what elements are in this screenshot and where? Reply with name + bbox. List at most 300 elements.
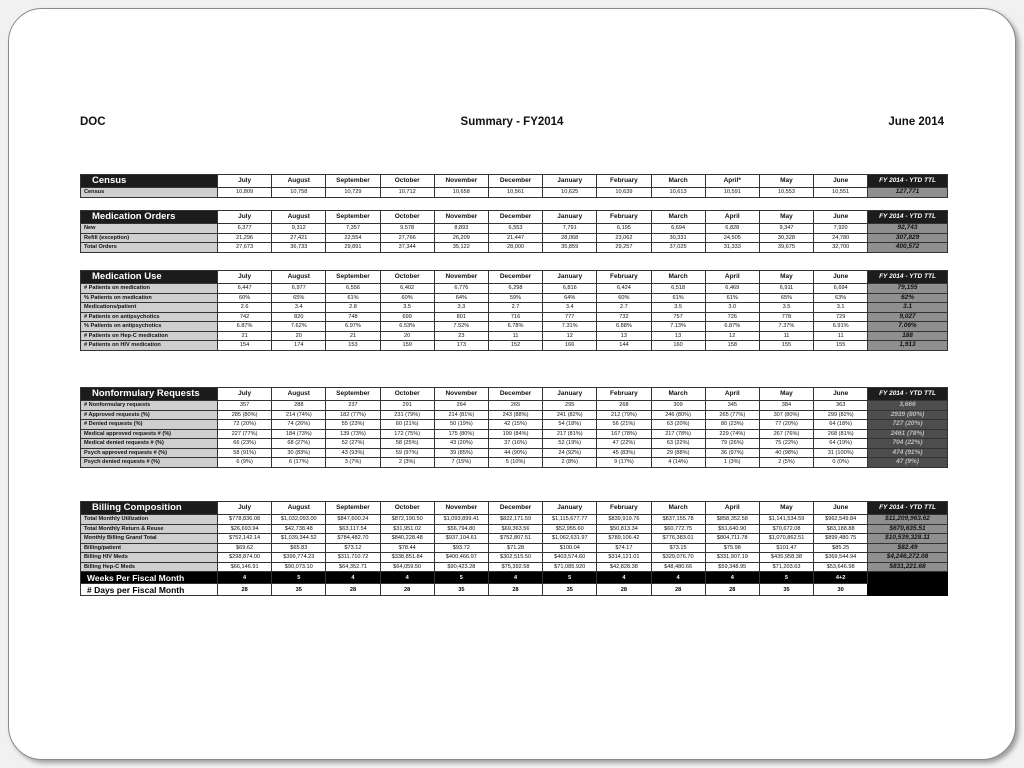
row-label: Billing HIV Meds bbox=[81, 553, 218, 563]
data-cell: 742 bbox=[218, 312, 272, 322]
data-cell: 60 (21%) bbox=[380, 420, 434, 430]
data-cell: $1,062,631.97 bbox=[543, 534, 597, 544]
data-cell: $822,171.59 bbox=[488, 515, 542, 525]
ytd-header: FY 2014 - YTD TTL bbox=[868, 502, 948, 515]
data-cell: 6,298 bbox=[488, 284, 542, 294]
row-label: # Nonformulary requests bbox=[81, 401, 218, 411]
data-cell: $752,807.51 bbox=[488, 534, 542, 544]
data-cell: 61% bbox=[651, 293, 705, 303]
data-cell: $1,141,534.59 bbox=[759, 515, 813, 525]
data-cell: 21,296 bbox=[218, 233, 272, 243]
data-cell: 63 (22%) bbox=[651, 439, 705, 449]
data-cell: $899,480.75 bbox=[814, 534, 868, 544]
data-cell: $400,466.97 bbox=[434, 553, 488, 563]
data-cell: $399,774.23 bbox=[272, 553, 326, 563]
data-cell: $403,574.60 bbox=[543, 553, 597, 563]
data-cell: 3.4 bbox=[543, 303, 597, 313]
data-cell: $42,738.48 bbox=[272, 524, 326, 534]
data-cell: 6.97% bbox=[326, 322, 380, 332]
data-cell: 21 bbox=[218, 331, 272, 341]
days-cell: 35 bbox=[434, 584, 488, 596]
section-header-row bbox=[81, 502, 948, 515]
data-cell: 80 (23%) bbox=[705, 420, 759, 430]
weeks-label: Weeks Per Fiscal Month bbox=[81, 572, 218, 584]
ytd-total-cell: 474 (91%) bbox=[868, 448, 948, 458]
row-label: Medical approved requests # (%) bbox=[81, 429, 218, 439]
table-row bbox=[81, 341, 948, 351]
data-cell: 6.88% bbox=[597, 322, 651, 332]
weeks-cell: 4 bbox=[488, 572, 542, 584]
data-cell: $74.17 bbox=[597, 543, 651, 553]
data-cell: 7,791 bbox=[543, 224, 597, 234]
header-title: Summary - FY2014 bbox=[460, 116, 564, 128]
data-cell: 3.4 bbox=[272, 303, 326, 313]
data-cell: $872,190.50 bbox=[380, 515, 434, 525]
data-cell: 28,000 bbox=[488, 243, 542, 253]
data-cell: 74 (26%) bbox=[272, 420, 326, 430]
month-header: November bbox=[434, 502, 488, 515]
data-cell: 6.78% bbox=[488, 322, 542, 332]
data-cell: 26,209 bbox=[434, 233, 488, 243]
data-cell: $937,104.61 bbox=[434, 534, 488, 544]
table-row bbox=[81, 458, 948, 468]
data-cell: 732 bbox=[597, 312, 651, 322]
data-cell: 212 (79%) bbox=[597, 410, 651, 420]
data-cell: 13 bbox=[651, 331, 705, 341]
row-label: % Patients on medication bbox=[81, 293, 218, 303]
days-cell: 28 bbox=[218, 584, 272, 596]
month-header: November bbox=[434, 271, 488, 284]
section-header-row bbox=[81, 175, 948, 188]
data-cell: 6,694 bbox=[651, 224, 705, 234]
data-cell: 154 bbox=[218, 341, 272, 351]
table-row bbox=[81, 331, 948, 341]
data-cell: 39 (85%) bbox=[434, 448, 488, 458]
data-cell: 5 (10%) bbox=[488, 458, 542, 468]
row-label: New bbox=[81, 224, 218, 234]
data-cell: 6,553 bbox=[488, 224, 542, 234]
data-cell: 182 (77%) bbox=[326, 410, 380, 420]
data-cell: 42 (15%) bbox=[488, 420, 542, 430]
data-cell: 3.0 bbox=[705, 303, 759, 313]
data-cell: 3.5 bbox=[380, 303, 434, 313]
data-cell: 7.31% bbox=[543, 322, 597, 332]
data-cell: 58 (91%) bbox=[218, 448, 272, 458]
ytd-total-cell: 3,666 bbox=[868, 401, 948, 411]
data-cell: 167 (78%) bbox=[597, 429, 651, 439]
data-cell: $83,188.88 bbox=[814, 524, 868, 534]
weeks-cell: 4 bbox=[651, 572, 705, 584]
month-header: December bbox=[488, 502, 542, 515]
month-header: January bbox=[543, 175, 597, 188]
data-cell: 363 bbox=[814, 401, 868, 411]
row-label: # Patients on antipsychotics bbox=[81, 312, 218, 322]
data-cell: $858,352.58 bbox=[705, 515, 759, 525]
data-cell: $435,958.38 bbox=[759, 553, 813, 563]
data-cell: 7 (15%) bbox=[434, 458, 488, 468]
month-header: March bbox=[651, 502, 705, 515]
data-cell: 152 bbox=[488, 341, 542, 351]
data-cell: 199 (84%) bbox=[488, 429, 542, 439]
data-cell: 4 (14%) bbox=[651, 458, 705, 468]
month-header: February bbox=[597, 502, 651, 515]
data-cell: 6,469 bbox=[705, 284, 759, 294]
data-cell: 30,328 bbox=[759, 233, 813, 243]
data-cell: $776,383.01 bbox=[651, 534, 705, 544]
month-header: October bbox=[380, 388, 434, 401]
data-cell: 75 (22%) bbox=[759, 439, 813, 449]
table-row bbox=[81, 233, 948, 243]
data-cell: 2.6 bbox=[218, 303, 272, 313]
data-cell: $338,851.84 bbox=[380, 553, 434, 563]
data-cell: 10,613 bbox=[651, 188, 705, 198]
data-cell: 3.3 bbox=[434, 303, 488, 313]
data-cell: 6,518 bbox=[651, 284, 705, 294]
data-cell: 7,920 bbox=[814, 224, 868, 234]
data-cell: 265 bbox=[488, 401, 542, 411]
data-cell: 237 bbox=[326, 401, 380, 411]
data-cell: 6.87% bbox=[705, 322, 759, 332]
days-cell: 35 bbox=[272, 584, 326, 596]
data-cell: $64,059.50 bbox=[380, 562, 434, 572]
data-cell: 268 (81%) bbox=[814, 429, 868, 439]
data-cell: 21,447 bbox=[488, 233, 542, 243]
ytd-total-cell: $831,221.68 bbox=[868, 562, 948, 572]
table-row bbox=[81, 322, 948, 332]
data-cell: 52 (27%) bbox=[326, 439, 380, 449]
data-cell: 37 (16%) bbox=[488, 439, 542, 449]
data-cell: 241 (82%) bbox=[543, 410, 597, 420]
month-header: July bbox=[218, 271, 272, 284]
data-cell: 59 (97%) bbox=[380, 448, 434, 458]
month-header: February bbox=[597, 211, 651, 224]
month-header: January bbox=[543, 211, 597, 224]
data-cell: 801 bbox=[434, 312, 488, 322]
data-cell: $752,142.14 bbox=[218, 534, 272, 544]
data-cell: 10,658 bbox=[434, 188, 488, 198]
days-cell: 28 bbox=[326, 584, 380, 596]
data-cell: $329,076.70 bbox=[651, 553, 705, 563]
ytd-total-cell: 47 (9%) bbox=[868, 458, 948, 468]
month-header: March bbox=[651, 388, 705, 401]
weeks-cell: 5 bbox=[272, 572, 326, 584]
data-cell: 10,625 bbox=[543, 188, 597, 198]
data-cell: 52 (19%) bbox=[543, 439, 597, 449]
data-cell: $101.47 bbox=[759, 543, 813, 553]
data-cell: $60,772.75 bbox=[651, 524, 705, 534]
data-cell: $42,828.38 bbox=[597, 562, 651, 572]
month-header: July bbox=[218, 175, 272, 188]
section-header-row bbox=[81, 211, 948, 224]
data-cell: 7.37% bbox=[759, 322, 813, 332]
table-row bbox=[81, 448, 948, 458]
data-cell: 11 bbox=[814, 331, 868, 341]
month-header: August bbox=[272, 175, 326, 188]
month-header: August bbox=[272, 388, 326, 401]
data-cell: 63 (20%) bbox=[651, 420, 705, 430]
data-cell: 11 bbox=[759, 331, 813, 341]
table-row bbox=[81, 543, 948, 553]
data-cell: 726 bbox=[705, 312, 759, 322]
data-cell: 21 bbox=[326, 331, 380, 341]
data-cell: 68 (27%) bbox=[272, 439, 326, 449]
ytd-total-cell: $11,209,963.62 bbox=[868, 515, 948, 525]
data-cell: $73.15 bbox=[651, 543, 705, 553]
data-cell: 716 bbox=[488, 312, 542, 322]
days-label: # Days per Fiscal Month bbox=[81, 584, 218, 596]
data-cell: 12 bbox=[705, 331, 759, 341]
data-cell: 159 bbox=[380, 341, 434, 351]
data-cell: 214 (74%) bbox=[272, 410, 326, 420]
weeks-cell: 4 bbox=[326, 572, 380, 584]
data-cell: $314,121.01 bbox=[597, 553, 651, 563]
data-cell: 10,712 bbox=[380, 188, 434, 198]
data-cell: 820 bbox=[272, 312, 326, 322]
data-cell: 6 (9%) bbox=[218, 458, 272, 468]
data-cell: 10,639 bbox=[597, 188, 651, 198]
data-cell: 7.62% bbox=[272, 322, 326, 332]
table-row bbox=[81, 420, 948, 430]
data-cell: 299 (82%) bbox=[814, 410, 868, 420]
data-cell: $93.72 bbox=[434, 543, 488, 553]
ytd-header: FY 2014 - YTD TTL bbox=[868, 388, 948, 401]
ytd-total-cell: 727 (20%) bbox=[868, 420, 948, 430]
ytd-total-cell: 79,155 bbox=[868, 284, 948, 294]
ytd-total-cell: 9,027 bbox=[868, 312, 948, 322]
data-cell: 6,911 bbox=[759, 284, 813, 294]
data-cell: 27,766 bbox=[380, 233, 434, 243]
month-header: March bbox=[651, 271, 705, 284]
row-label: Psych denied requests # (%) bbox=[81, 458, 218, 468]
month-header: April bbox=[705, 388, 759, 401]
data-cell: $302,515.50 bbox=[488, 553, 542, 563]
data-cell: 227 (77%) bbox=[218, 429, 272, 439]
data-cell: $90,423.28 bbox=[434, 562, 488, 572]
data-cell: 8,893 bbox=[434, 224, 488, 234]
data-cell: 64 (19%) bbox=[814, 439, 868, 449]
data-cell: 268 bbox=[597, 401, 651, 411]
table-row bbox=[81, 224, 948, 234]
data-cell: 6,977 bbox=[272, 284, 326, 294]
data-cell: 217 (78%) bbox=[651, 429, 705, 439]
data-cell: 357 bbox=[218, 401, 272, 411]
data-cell: 748 bbox=[326, 312, 380, 322]
data-cell: 6,377 bbox=[218, 224, 272, 234]
row-label: # Patients on HIV medication bbox=[81, 341, 218, 351]
data-cell: $1,032,093.00 bbox=[272, 515, 326, 525]
month-header: October bbox=[380, 502, 434, 515]
row-label: Monthly Billing Grand Total bbox=[81, 534, 218, 544]
month-header: April bbox=[705, 271, 759, 284]
data-cell: $71,203.63 bbox=[759, 562, 813, 572]
data-cell: $26,693.94 bbox=[218, 524, 272, 534]
month-header: July bbox=[218, 211, 272, 224]
data-cell: 10,809 bbox=[218, 188, 272, 198]
month-header: September bbox=[326, 502, 380, 515]
month-header: September bbox=[326, 388, 380, 401]
data-cell: 246 (80%) bbox=[651, 410, 705, 420]
days-cell: 28 bbox=[705, 584, 759, 596]
data-cell: 54 (18%) bbox=[543, 420, 597, 430]
table-row bbox=[81, 429, 948, 439]
days-cell: 35 bbox=[543, 584, 597, 596]
month-header: April bbox=[705, 502, 759, 515]
table-row bbox=[81, 534, 948, 544]
data-cell: 155 bbox=[814, 341, 868, 351]
table-row bbox=[81, 410, 948, 420]
data-cell: 175 (80%) bbox=[434, 429, 488, 439]
row-label: Medications/patient bbox=[81, 303, 218, 313]
data-cell: 12 bbox=[543, 331, 597, 341]
data-cell: 778 bbox=[759, 312, 813, 322]
data-cell: $71,085.920 bbox=[543, 562, 597, 572]
data-cell: 20 bbox=[272, 331, 326, 341]
data-cell: 47 (22%) bbox=[597, 439, 651, 449]
data-cell: 36,733 bbox=[272, 243, 326, 253]
data-cell: 155 bbox=[759, 341, 813, 351]
data-cell: 757 bbox=[651, 312, 705, 322]
table-row bbox=[81, 515, 948, 525]
row-label: Refill (exception) bbox=[81, 233, 218, 243]
month-header: August bbox=[272, 271, 326, 284]
data-cell: 267 (76%) bbox=[759, 429, 813, 439]
data-cell: $50,813.34 bbox=[597, 524, 651, 534]
table-row bbox=[81, 303, 948, 313]
data-cell: 45 (83%) bbox=[597, 448, 651, 458]
table-row bbox=[81, 312, 948, 322]
month-header: December bbox=[488, 211, 542, 224]
data-cell: 35,122 bbox=[434, 243, 488, 253]
ytd-header: FY 2014 - YTD TTL bbox=[868, 271, 948, 284]
ytd-total-cell: 188 bbox=[868, 331, 948, 341]
month-header: August bbox=[272, 502, 326, 515]
blank-cell bbox=[868, 572, 948, 596]
table-row bbox=[81, 439, 948, 449]
data-cell: 9,312 bbox=[272, 224, 326, 234]
month-header: June bbox=[814, 271, 868, 284]
ytd-total-cell: 62% bbox=[868, 293, 948, 303]
ytd-total-cell: $670,635.51 bbox=[868, 524, 948, 534]
data-cell: $789,106.42 bbox=[597, 534, 651, 544]
month-header: July bbox=[218, 388, 272, 401]
data-cell: 2 (8%) bbox=[543, 458, 597, 468]
data-cell: 55 (23%) bbox=[326, 420, 380, 430]
ytd-total-cell: 307,829 bbox=[868, 233, 948, 243]
data-cell: 699 bbox=[380, 312, 434, 322]
data-cell: 6.87% bbox=[218, 322, 272, 332]
month-header: June bbox=[814, 175, 868, 188]
data-cell: 217 (81%) bbox=[543, 429, 597, 439]
data-cell: $778,836.08 bbox=[218, 515, 272, 525]
month-header: May bbox=[759, 388, 813, 401]
data-cell: 265 (77%) bbox=[705, 410, 759, 420]
data-cell: 777 bbox=[543, 312, 597, 322]
month-header: June bbox=[814, 211, 868, 224]
data-cell: 66 (23%) bbox=[218, 439, 272, 449]
days-per-fiscal-month-row bbox=[81, 584, 948, 596]
data-cell: 13 bbox=[597, 331, 651, 341]
data-cell: 229 (74%) bbox=[705, 429, 759, 439]
data-cell: 56 (21%) bbox=[597, 420, 651, 430]
table-row bbox=[81, 188, 948, 198]
days-cell: 28 bbox=[488, 584, 542, 596]
weeks-cell: 4 bbox=[218, 572, 272, 584]
weeks-cell: 5 bbox=[543, 572, 597, 584]
ytd-total-cell: 127,771 bbox=[868, 188, 948, 198]
data-cell: 24 (92%) bbox=[543, 448, 597, 458]
days-cell: 28 bbox=[597, 584, 651, 596]
data-cell: 64 (18%) bbox=[814, 420, 868, 430]
data-cell: 31,333 bbox=[705, 243, 759, 253]
data-cell: 6 (17%) bbox=[272, 458, 326, 468]
weeks-per-fiscal-month-row bbox=[81, 572, 948, 584]
section-header-row bbox=[81, 388, 948, 401]
data-cell: 7.52% bbox=[434, 322, 488, 332]
data-cell: 3.1 bbox=[814, 303, 868, 313]
month-header: September bbox=[326, 175, 380, 188]
month-header: October bbox=[380, 175, 434, 188]
data-cell: $85.25 bbox=[814, 543, 868, 553]
data-cell: $1,093,899.41 bbox=[434, 515, 488, 525]
ytd-total-cell: $82.49 bbox=[868, 543, 948, 553]
data-cell: 23,062 bbox=[597, 233, 651, 243]
data-cell: $52,955.60 bbox=[543, 524, 597, 534]
data-cell: 9 (17%) bbox=[597, 458, 651, 468]
data-cell: $63,117.54 bbox=[326, 524, 380, 534]
data-cell: $837,155.78 bbox=[651, 515, 705, 525]
data-cell: 30,331 bbox=[651, 233, 705, 243]
data-cell: 243 (88%) bbox=[488, 410, 542, 420]
section-title: Nonformulary Requests bbox=[81, 388, 218, 401]
data-cell: $840,228.48 bbox=[380, 534, 434, 544]
data-cell: 6.53% bbox=[380, 322, 434, 332]
month-header: December bbox=[488, 388, 542, 401]
month-header: October bbox=[380, 271, 434, 284]
table-row bbox=[81, 553, 948, 563]
row-label: # Patients on Hep-C medication bbox=[81, 331, 218, 341]
month-header: November bbox=[434, 388, 488, 401]
data-cell: 166 bbox=[543, 341, 597, 351]
data-cell: 65% bbox=[272, 293, 326, 303]
data-cell: $70,672.08 bbox=[759, 524, 813, 534]
data-cell: 27,673 bbox=[218, 243, 272, 253]
data-cell: 65% bbox=[759, 293, 813, 303]
data-cell: 7,357 bbox=[326, 224, 380, 234]
data-cell: $1,115,677.77 bbox=[543, 515, 597, 525]
row-label: # Denied requests (%) bbox=[81, 420, 218, 430]
data-cell: $784,482.70 bbox=[326, 534, 380, 544]
data-cell: $51,640.90 bbox=[705, 524, 759, 534]
data-cell: 214 (81%) bbox=[434, 410, 488, 420]
data-cell: $847,600.24 bbox=[326, 515, 380, 525]
month-header: June bbox=[814, 388, 868, 401]
data-cell: $839,919.76 bbox=[597, 515, 651, 525]
data-cell: 2.7 bbox=[597, 303, 651, 313]
month-header: May bbox=[759, 175, 813, 188]
month-header: April* bbox=[705, 175, 759, 188]
weeks-cell: 4 bbox=[597, 572, 651, 584]
data-cell: 264 bbox=[434, 401, 488, 411]
month-header: February bbox=[597, 388, 651, 401]
ytd-total-cell: $4,246,272.08 bbox=[868, 553, 948, 563]
data-cell: 32,700 bbox=[814, 243, 868, 253]
data-cell: $69,363.56 bbox=[488, 524, 542, 534]
days-cell: 35 bbox=[759, 584, 813, 596]
month-header: January bbox=[543, 502, 597, 515]
data-cell: 43 (93%) bbox=[326, 448, 380, 458]
data-cell: 2 (3%) bbox=[380, 458, 434, 468]
row-label: Census bbox=[81, 188, 218, 198]
